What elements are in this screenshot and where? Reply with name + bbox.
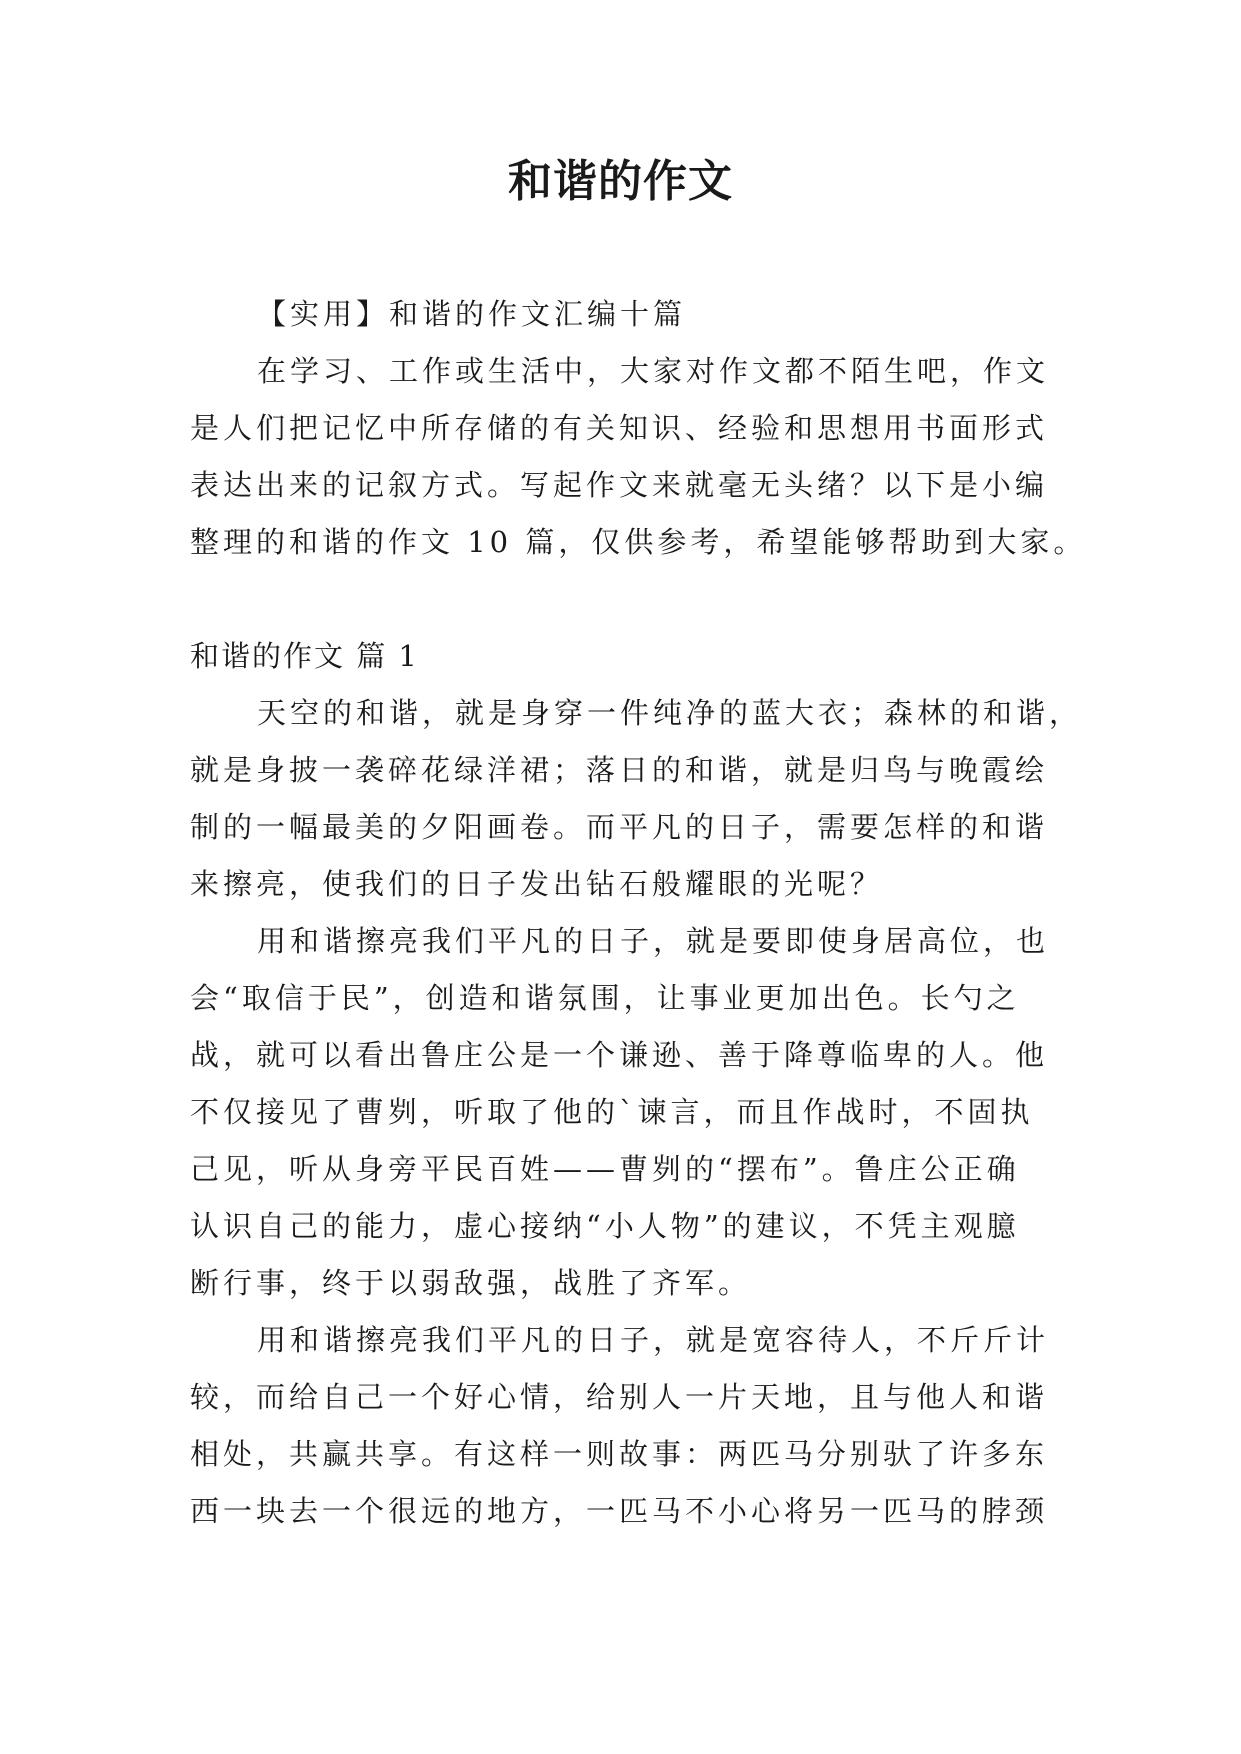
- paragraph-3: [190, 1312, 1070, 1540]
- text-line: 会“取信于民”，创造和谐氛围，让事业更加出色。长勺之: [190, 981, 1020, 1015]
- text-line: 制的一幅最美的夕阳画卷。而平凡的日子，需要怎样的和谐: [190, 810, 1049, 844]
- text-line: 用和谐擦亮我们平凡的日子，就是要即使身居高位，也: [257, 924, 1050, 958]
- text-line: 在学习、工作或生活中，大家对作文都不陌生吧，作文: [257, 354, 1050, 388]
- document-title: 和谐的作文: [508, 156, 733, 207]
- paragraph-gap: [190, 571, 1070, 628]
- text-line: 表达出来的记叙方式。写起作文来就毫无头绪？以下是小编: [190, 468, 1049, 502]
- text-line: 认识自己的能力，虚心接纳“小人物”的建议，不凭主观臆: [190, 1209, 1020, 1243]
- text-line: 用和谐擦亮我们平凡的日子，就是宽容待人，不斤斤计: [257, 1323, 1050, 1357]
- text-line: 是人们把记忆中所存储的有关知识、经验和思想用书面形式: [190, 411, 1049, 445]
- text-line: 相处，共赢共享。有这样一则故事：两匹马分别驮了许多东: [190, 1437, 1049, 1471]
- text-line: 较，而给自己一个好心情，给别人一片天地，且与他人和谐: [190, 1380, 1049, 1414]
- document-body: [190, 286, 1087, 1540]
- text-line: 来擦亮，使我们的日子发出钻石般耀眼的光呢？: [190, 867, 884, 901]
- text-line: 整理的和谐的作文 10 篇，仅供参考，希望能够帮助到大家。: [190, 525, 1087, 559]
- text-line: 西一块去一个很远的地方，一匹马不小心将另一匹马的脖颈: [190, 1494, 1049, 1528]
- text-line: 己见，听从身旁平民百姓——曹刿的“摆布”。鲁庄公正确: [190, 1152, 1020, 1186]
- text-line: 就是身披一袭碎花绿洋裙；落日的和谐，就是归鸟与晚霞绘: [190, 753, 1049, 787]
- text-line: 断行事，终于以弱敌强，战胜了齐军。: [190, 1266, 752, 1300]
- intro-paragraph: [190, 343, 1087, 571]
- section-heading: 和谐的作文 篇 1: [190, 639, 419, 673]
- text-line: 战，就可以看出鲁庄公是一个谦逊、善于降尊临卑的人。他: [190, 1038, 1049, 1072]
- paragraph-1: [190, 685, 1083, 913]
- text-line: 不仅接见了曹刿，听取了他的`谏言，而且作战时，不固执: [190, 1095, 1034, 1129]
- paragraph-2: [190, 913, 1070, 1312]
- text-line: 天空的和谐，就是身穿一件纯净的蓝大衣；森林的和谐，: [257, 696, 1083, 730]
- document-subtitle: 【实用】和谐的作文汇编十篇: [257, 297, 687, 331]
